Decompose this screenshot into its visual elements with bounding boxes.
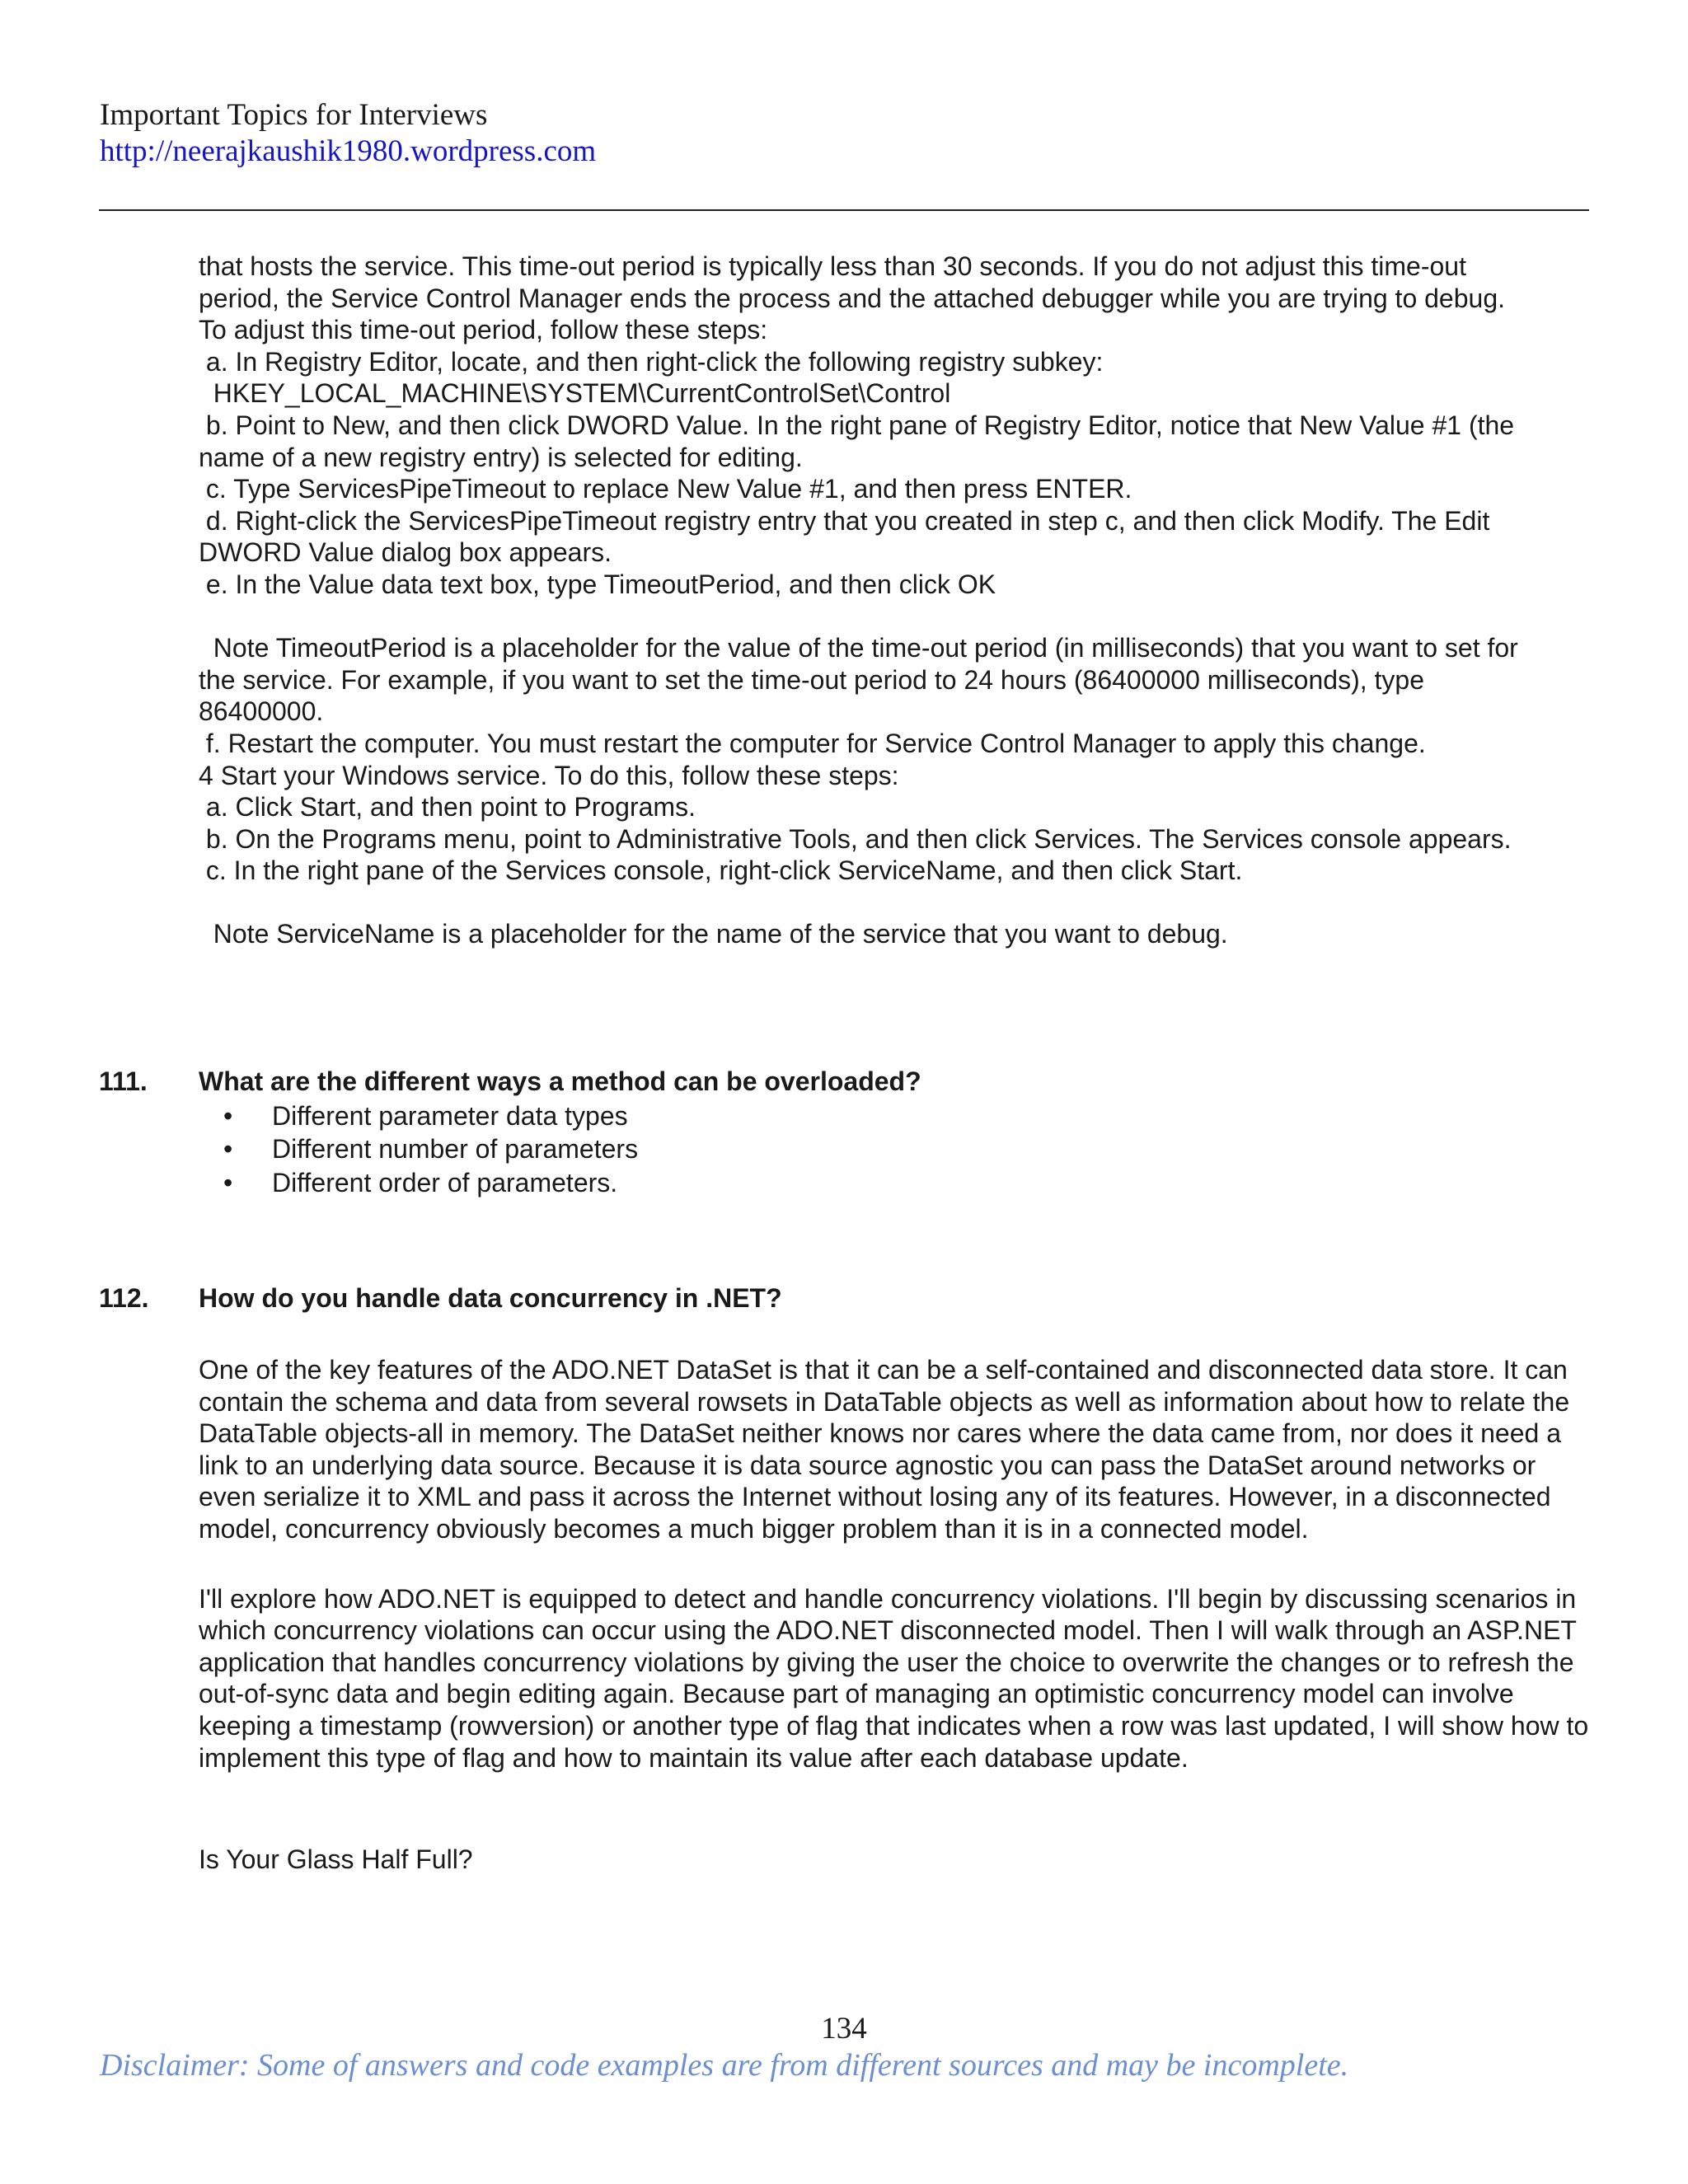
text-line: HKEY_LOCAL_MACHINE\SYSTEM\CurrentControlSet\Control bbox=[199, 378, 951, 409]
text-line: that hosts the service. This time-out period is typically less than 30 seconds. If you do not adjust this time-out bbox=[199, 251, 1466, 281]
page-number: 134 bbox=[821, 2012, 867, 2046]
list-item-text: Different parameter data types bbox=[272, 1100, 628, 1131]
text-line: 86400000. bbox=[199, 696, 324, 727]
question-111 bbox=[99, 1066, 1591, 1198]
header-site-link[interactable]: http://neerajkaushik1980.wordpress.com bbox=[100, 134, 597, 168]
header-title: Important Topics for Interviews bbox=[100, 98, 488, 132]
bullet-icon: • bbox=[223, 1134, 233, 1165]
text-line: the service. For example, if you want to set the time-out period to 24 hours (86400000 milliseconds), type bbox=[199, 664, 1424, 695]
text-line: a. Click Start, and then point to Programs. bbox=[199, 792, 696, 823]
disclaimer-text: Disclaimer: Some of answers and code examples are from different sources and may be incomplete. bbox=[100, 2048, 1349, 2083]
question-heading bbox=[99, 1282, 1591, 1315]
text-line: Note ServiceName is a placeholder for the name of the service that you want to debug. bbox=[199, 919, 1228, 949]
bullet-list bbox=[223, 1100, 1591, 1199]
list-item-text: Different number of parameters bbox=[272, 1134, 639, 1165]
spacer bbox=[99, 950, 1591, 1066]
text-line: To adjust this time-out period, follow these steps: bbox=[199, 315, 768, 345]
question-number: 112. bbox=[99, 1283, 149, 1314]
text-line: 4 Start your Windows service. To do this, follow these steps: bbox=[199, 760, 899, 790]
text-line: a. In Registry Editor, locate, and then right-click the following registry subkey: bbox=[199, 346, 1104, 377]
continuation-block bbox=[199, 251, 1591, 950]
text-line: period, the Service Control Manager ends the process and the attached debugger while you are trying to debug. bbox=[199, 283, 1505, 313]
answer-paragraph-1: One of the key features of the ADO.NET DataSet is that it can be a self-contained and disconnected data store. It can contain the schema and data from several rowsets in DataTable objects as well as information about how to relate the DataTable objects-all in memory. The DataSet neither knows nor cares where the data came from, nor does it need a link to an underlying data source. Because it is data source agnostic you can pass the DataSet around networks or even serialize it to XML and pass it across the Internet without losing any of its features. However, in a disconnected model, concurrency obviously becomes a much bigger problem than it is in a connected model. bbox=[199, 1355, 1570, 1544]
spacer bbox=[99, 1198, 1591, 1282]
text-line: b. On the Programs menu, point to Administrative Tools, and then click Services. The Services console appears. bbox=[199, 823, 1512, 854]
text-line: e. In the Value data text box, type TimeoutPeriod, and then click OK bbox=[199, 569, 996, 599]
list-item-text: Different order of parameters. bbox=[272, 1167, 618, 1197]
text-line: b. Point to New, and then click DWORD Value. In the right pane of Registry Editor, notice that New Value #1 (the bbox=[199, 410, 1515, 440]
text-line: c. Type ServicesPipeTimeout to replace New Value #1, and then press ENTER. bbox=[199, 474, 1132, 504]
text-line: c. In the right pane of the Services console, right-click ServiceName, and then click Start. bbox=[199, 855, 1243, 886]
text-line: DWORD Value dialog box appears. bbox=[199, 537, 612, 568]
question-heading bbox=[99, 1066, 1591, 1098]
text-line: Note TimeoutPeriod is a placeholder for the value of the time-out period (in milliseconds) that you want to set for bbox=[199, 633, 1518, 663]
bullet-icon: • bbox=[223, 1100, 233, 1131]
bullet-icon: • bbox=[223, 1167, 233, 1197]
question-112 bbox=[99, 1282, 1591, 1875]
header-divider bbox=[99, 209, 1589, 211]
list-item bbox=[223, 1167, 1591, 1199]
list-item bbox=[223, 1133, 1591, 1165]
question-text: What are the different ways a method can be overloaded? bbox=[199, 1066, 921, 1097]
page-header bbox=[100, 97, 596, 170]
question-text: How do you handle data concurrency in .NET? bbox=[199, 1283, 782, 1314]
answer-paragraph-2: I'll explore how ADO.NET is equipped to detect and handle concurrency violations. I'll begin by discussing scenarios in which concurrency violations can occur using the ADO.NET disconnected model. Then I will walk through an ASP.NET application that handles concurrency violations by giving the user the choice to overwrite the changes or to refresh the out-of-sync data and begin editing again. Because part of managing an optimistic concurrency model can involve keeping a timestamp (rowversion) or another type of flag that indicates when a row was last updated, I will show how to implement this type of flag and how to maintain its value after each database update. bbox=[199, 1583, 1589, 1773]
question-number: 111. bbox=[99, 1066, 148, 1097]
text-line: name of a new registry entry) is selected for editing. bbox=[199, 442, 803, 472]
text-line: f. Restart the computer. You must restart the computer for Service Control Manager to apply this change. bbox=[199, 728, 1426, 758]
list-item bbox=[223, 1100, 1591, 1132]
page-content bbox=[99, 251, 1591, 1876]
blank-line bbox=[199, 887, 1591, 919]
text-line: d. Right-click the ServicesPipeTimeout registry entry that you created in step c, and then click Modify. The Edit bbox=[199, 505, 1490, 536]
blank-line bbox=[199, 601, 1591, 633]
answer-paragraph-3: Is Your Glass Half Full? bbox=[199, 1844, 473, 1875]
